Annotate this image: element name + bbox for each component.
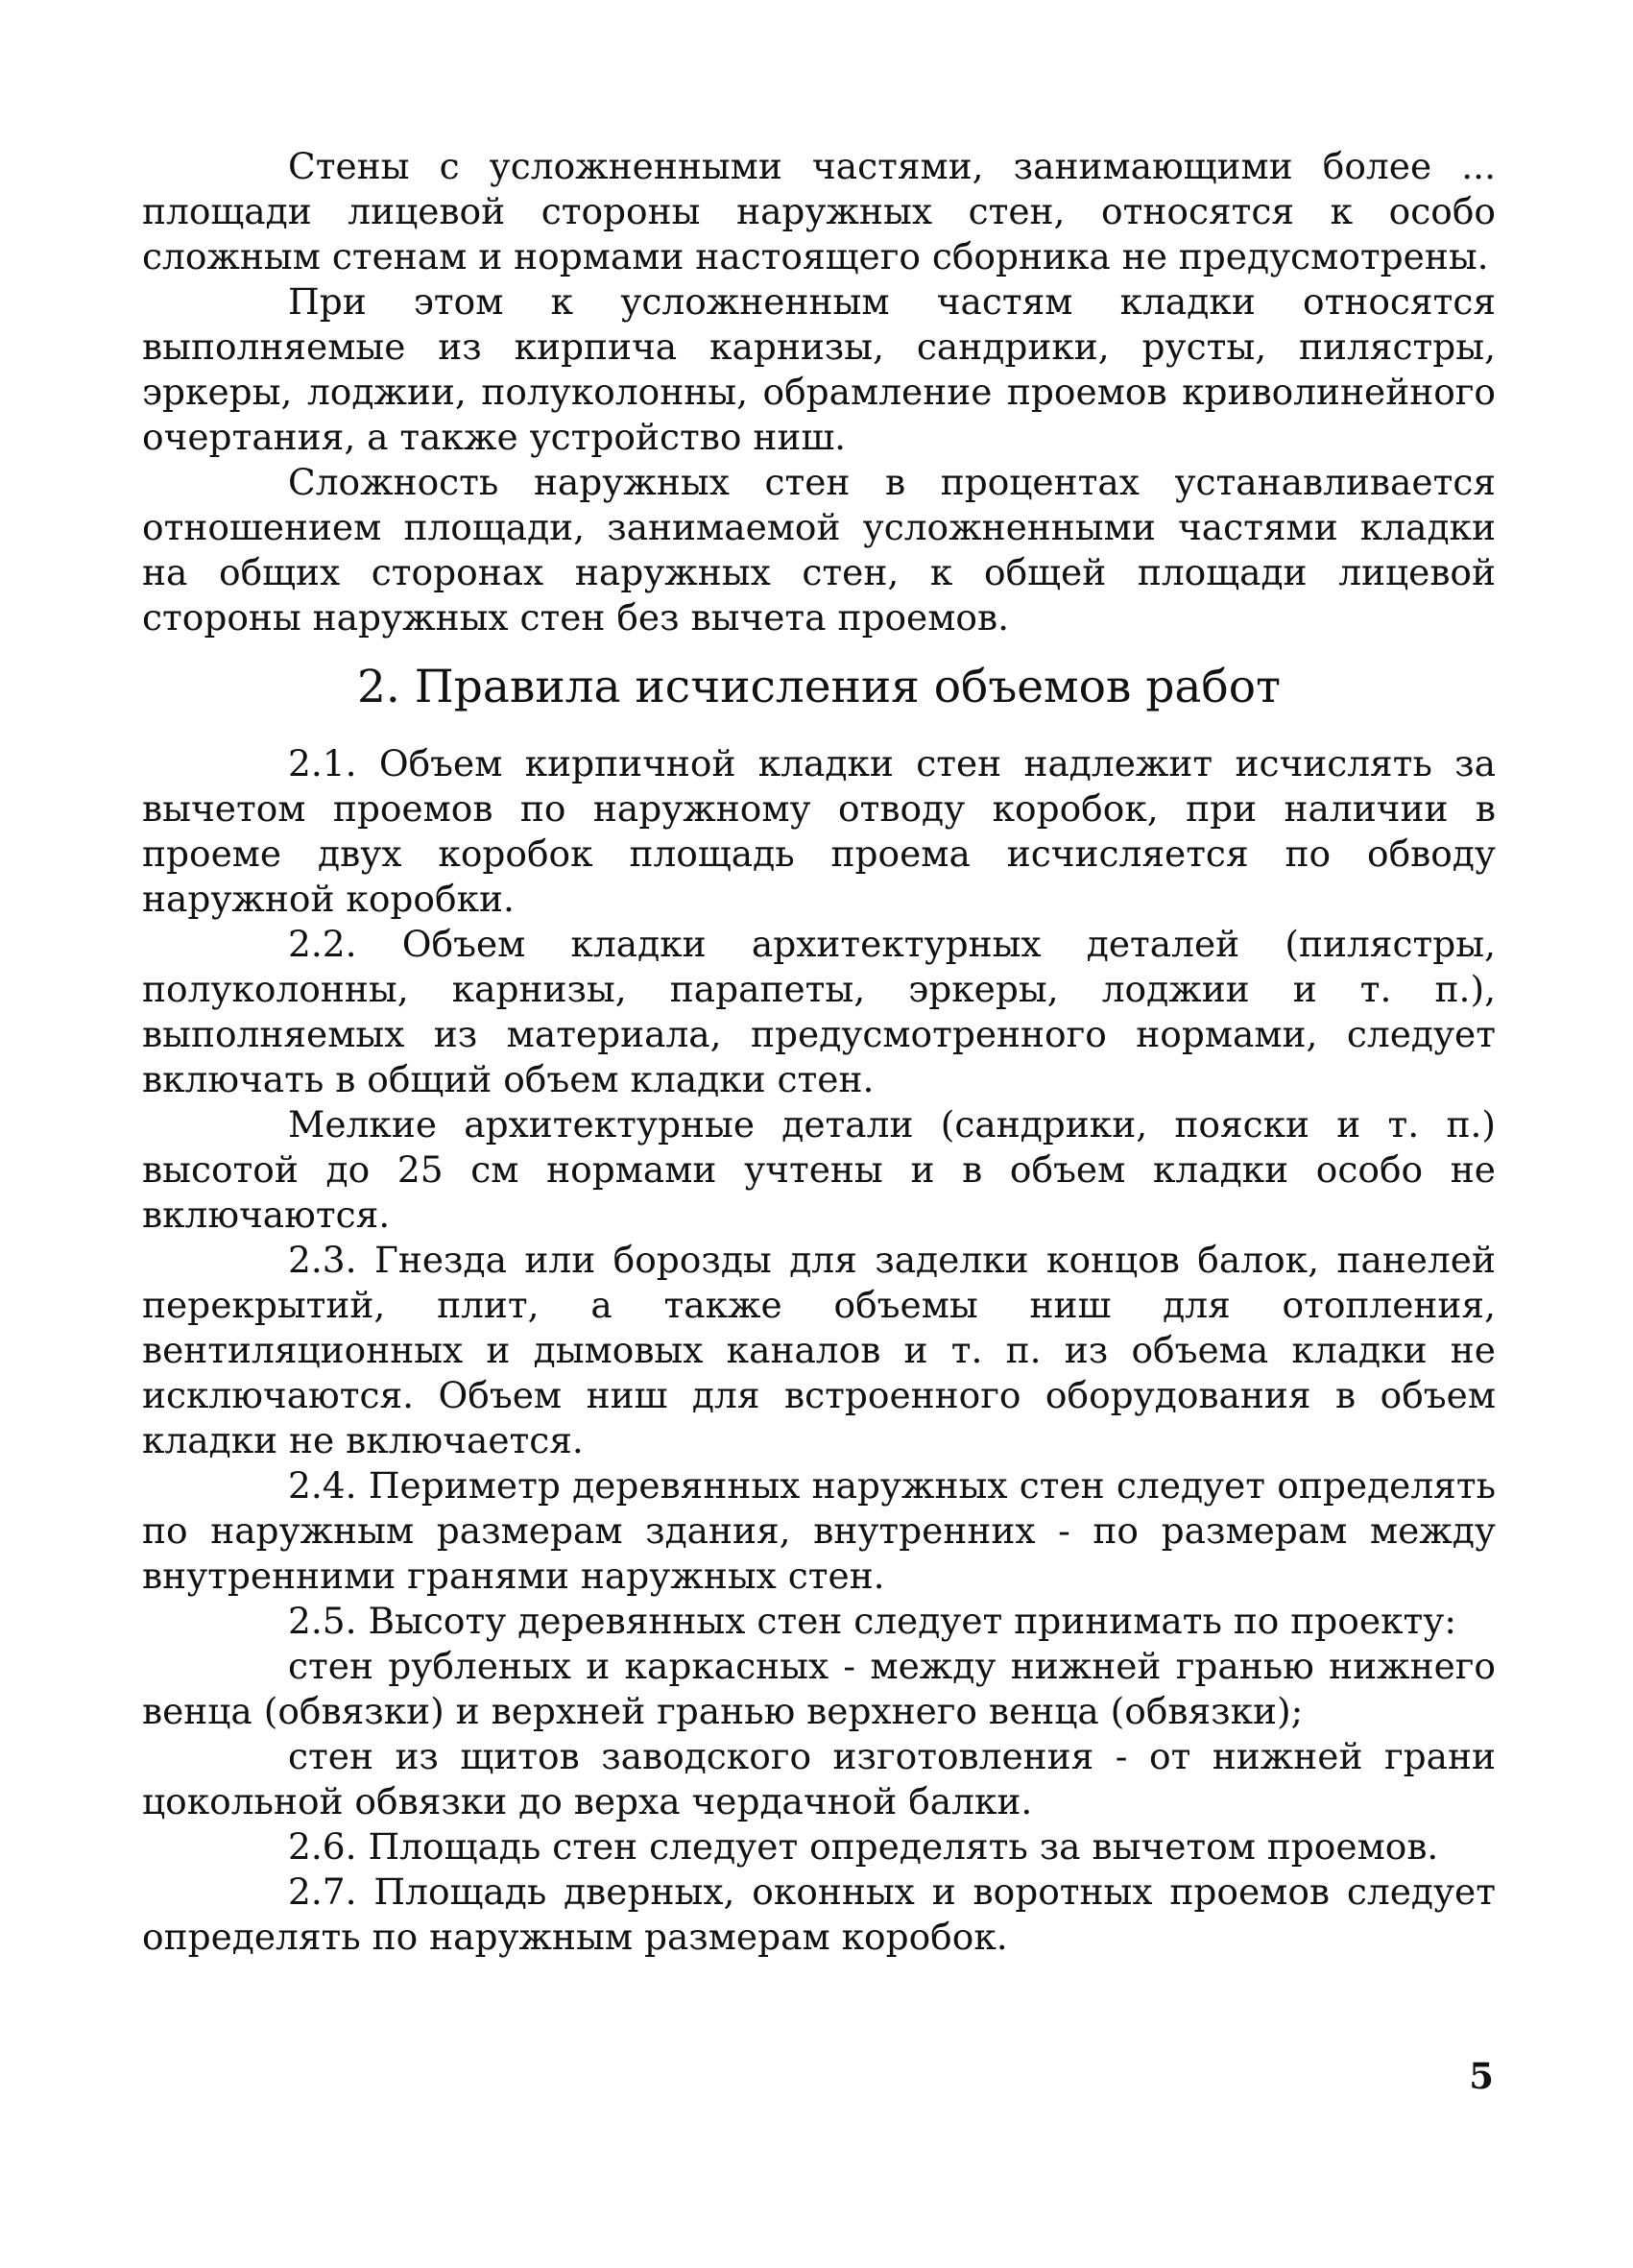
clause-2-5-item-1: стен рубленых и каркасных - между нижней гранью нижнего венца (обвязки) и верхней гранью верхнего венца (обвязки);: [142, 1645, 1496, 1732]
clause-2-5: 2.5. Высоту деревянных стен следует принимать по проекту:: [288, 1600, 1456, 1642]
clause-2-1: 2.1. Объем кирпичной кладки стен надлежит исчислять за вычетом проемов по наружному отводу коробок, при наличии в проеме двух коробок площадь проема исчисляется по обводу наружной коробки.: [142, 742, 1496, 920]
clause-2-6: 2.6. Площадь стен следует определять за вычетом проемов.: [288, 1825, 1439, 1868]
clause-2-3: 2.3. Гнезда или борозды для заделки концов балок, панелей перекрытий, плит, а также объемы ниш для отопления, вентиляционных и дымовых каналов и т. п. из объема кладки не исключаются. Объем ниш для встроенного оборудования в объем кладки не включается.: [142, 1239, 1496, 1461]
clause-2-2-note: Мелкие архитектурные детали (сандрики, пояски и т. п.) высотой до 25 см нормами учтены и в объем кладки особо не включаются.: [142, 1103, 1496, 1236]
intro-paragraph-3: Сложность наружных стен в процентах устанавливается отношением площади, занимаемой усложненными частями кладки на общих сторонах наружных стен, к общей площади лицевой стороны наружных стен без вычета проемов.: [142, 461, 1496, 639]
clause-2-5-item-2: стен из щитов заводского изготовления - от нижней грани цокольной обвязки до верха чердачной балки.: [142, 1735, 1496, 1822]
clause-2-7: 2.7. Площадь дверных, оконных и воротных проемов следует определять по наружным размерам коробок.: [142, 1870, 1496, 1958]
section-title: 2. Правила исчисления объемов работ: [356, 661, 1282, 713]
intro-paragraph-1: Стены с усложненными частями, занимающими более ... площади лицевой стороны наружных стен, относятся к особо сложным стенам и нормами настоящего сборника не предусмотрены.: [142, 145, 1496, 277]
clause-2-4: 2.4. Периметр деревянных наружных стен следует определять по наружным размерам здания, внутренних - по размерам между внутренними гранями наружных стен.: [142, 1464, 1496, 1597]
page-number: 5: [1469, 2055, 1494, 2097]
document-page: [142, 144, 1496, 1960]
clause-2-2: 2.2. Объем кладки архитектурных деталей (пилястры, полуколонны, карнизы, парапеты, эркеры, лоджии и т. п.), выполняемых из материала, предусмотренного нормами, следует включать в общий объем кладки стен.: [142, 923, 1496, 1100]
intro-paragraph-2: При этом к усложненным частям кладки относятся выполняемые из кирпича карнизы, сандрики, русты, пилястры, эркеры, лоджии, полуколонны, обрамление проемов криволинейного очертания, а также устройство ниш.: [142, 280, 1496, 458]
